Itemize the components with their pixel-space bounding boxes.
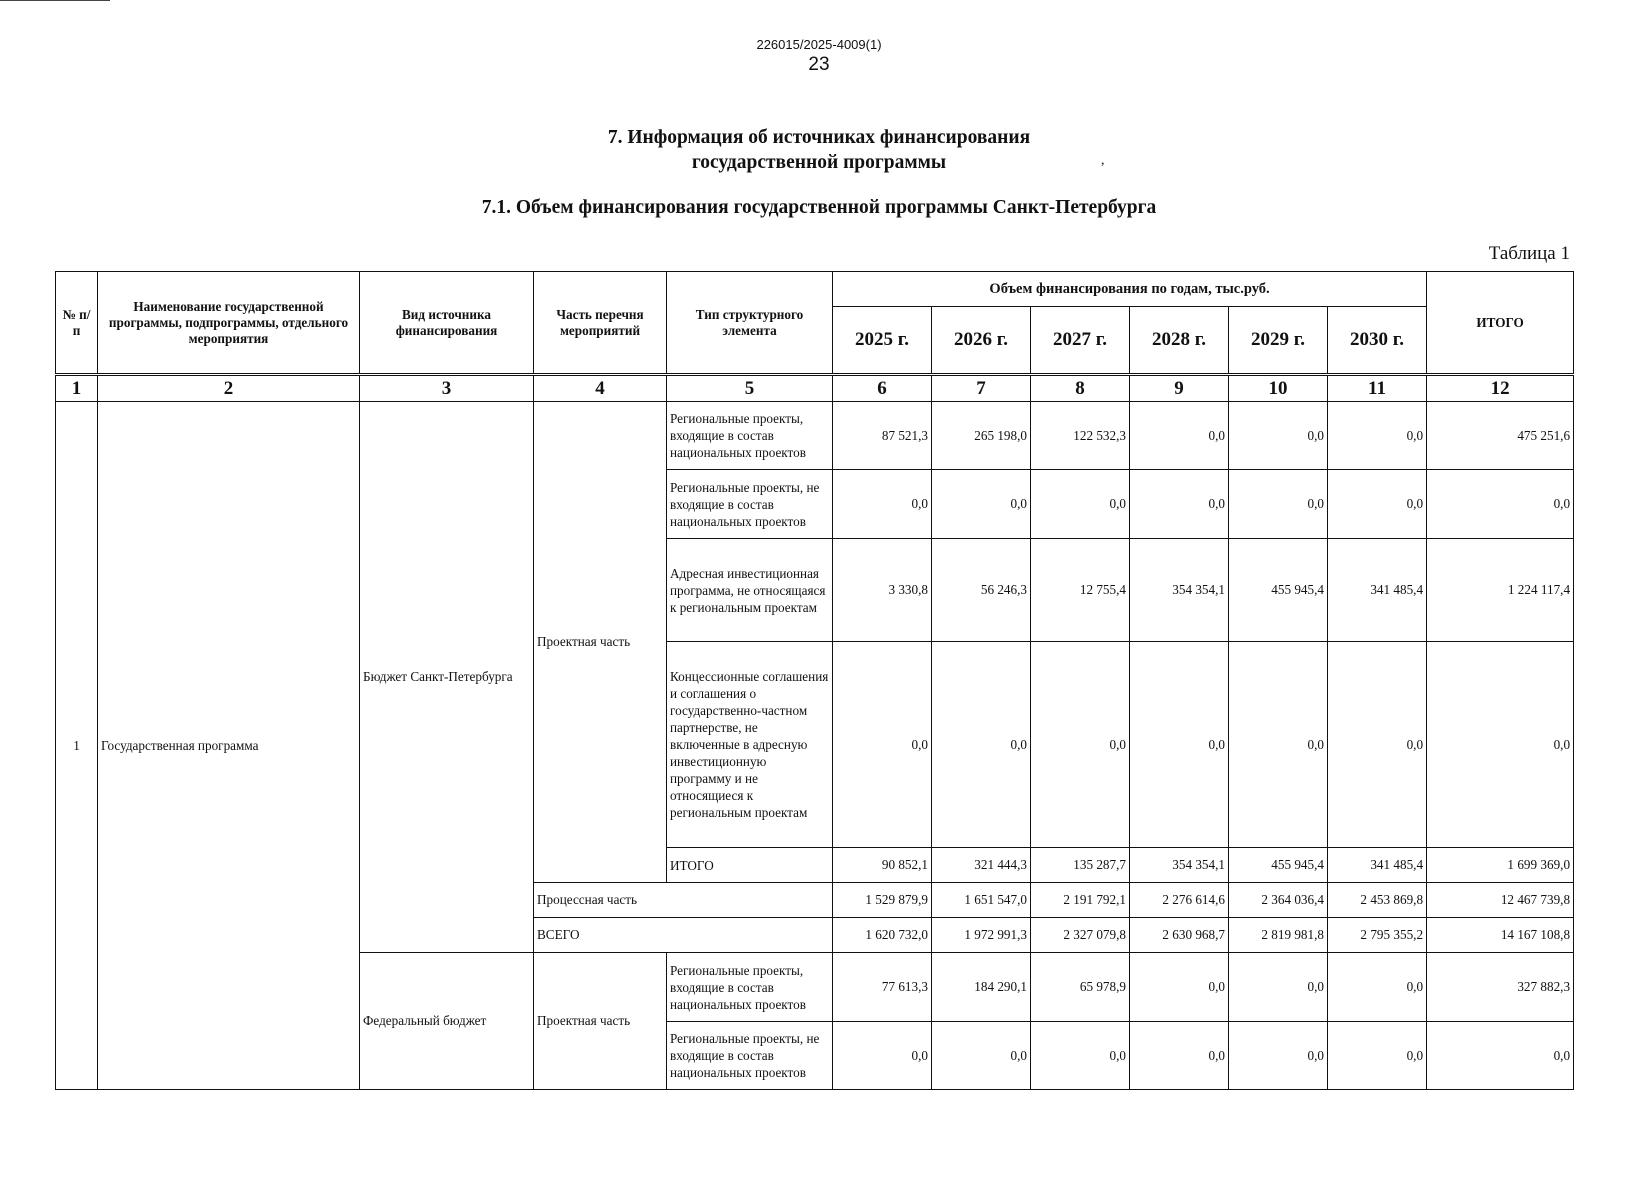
value-cell: 2 276 614,6 [1130, 883, 1229, 918]
value-cell: 0,0 [1328, 953, 1427, 1022]
total-cell: 0,0 [1427, 642, 1574, 848]
value-cell: 0,0 [1229, 1022, 1328, 1090]
value-cell: 135 287,7 [1031, 848, 1130, 883]
value-cell: 90 852,1 [833, 848, 932, 883]
value-cell: 0,0 [1130, 470, 1229, 539]
header-year: 2026 г. [932, 307, 1031, 375]
value-cell: 122 532,3 [1031, 402, 1130, 470]
column-number: 8 [1031, 375, 1130, 402]
value-cell: 265 198,0 [932, 402, 1031, 470]
value-cell: 56 246,3 [932, 539, 1031, 642]
document-reference: 226015/2025-4009(1) [756, 37, 882, 52]
part-project: Проектная часть [534, 402, 667, 883]
value-cell: 2 364 036,4 [1229, 883, 1328, 918]
value-cell: 184 290,1 [932, 953, 1031, 1022]
total-cell: 12 467 739,8 [1427, 883, 1574, 918]
value-cell: 0,0 [1328, 402, 1427, 470]
value-cell: 321 444,3 [932, 848, 1031, 883]
value-cell: 0,0 [1031, 1022, 1130, 1090]
header-year: 2030 г. [1328, 307, 1427, 375]
value-cell: 341 485,4 [1328, 539, 1427, 642]
column-number: 7 [932, 375, 1031, 402]
value-cell: 2 453 869,8 [1328, 883, 1427, 918]
value-cell: 1 972 991,3 [932, 918, 1031, 953]
header-type: Тип структурного элемента [667, 272, 833, 375]
value-cell: 0,0 [1229, 470, 1328, 539]
total-cell: 1 224 117,4 [1427, 539, 1574, 642]
value-cell: 0,0 [1130, 953, 1229, 1022]
total-cell: 0,0 [1427, 470, 1574, 539]
column-number: 4 [534, 375, 667, 402]
value-cell: 0,0 [1229, 953, 1328, 1022]
value-cell: 1 620 732,0 [833, 918, 932, 953]
type-cell: Адресная инвестиционная программа, не относящаяся к региональным проектам [667, 539, 833, 642]
value-cell: 0,0 [1130, 402, 1229, 470]
value-cell: 0,0 [932, 642, 1031, 848]
section-heading [0, 125, 1638, 175]
header-part: Часть перечня мероприятий [534, 272, 667, 375]
column-number: 6 [833, 375, 932, 402]
total-cell: 1 699 369,0 [1427, 848, 1574, 883]
value-cell: 1 651 547,0 [932, 883, 1031, 918]
header-name: Наименование государственной программы, подпрограммы, отдельного мероприятия [98, 272, 360, 375]
value-cell: 2 327 079,8 [1031, 918, 1130, 953]
value-cell: 354 354,1 [1130, 539, 1229, 642]
value-cell: 65 978,9 [1031, 953, 1130, 1022]
value-cell: 0,0 [833, 470, 932, 539]
financing-table [55, 271, 1574, 1090]
corner-line [0, 0, 110, 1]
header-num: № п/п [56, 272, 98, 375]
type-cell: Региональные проекты, входящие в состав национальных проектов [667, 953, 833, 1022]
value-cell: 455 945,4 [1229, 848, 1328, 883]
header-year: 2029 г. [1229, 307, 1328, 375]
grand-total-label: ВСЕГО [534, 918, 833, 953]
table-label: Таблица 1 [1488, 243, 1570, 264]
column-number: 11 [1328, 375, 1427, 402]
column-number: 12 [1427, 375, 1574, 402]
header-year: 2028 г. [1130, 307, 1229, 375]
value-cell: 341 485,4 [1328, 848, 1427, 883]
value-cell: 455 945,4 [1229, 539, 1328, 642]
value-cell: 0,0 [1031, 470, 1130, 539]
type-cell: Региональные проекты, не входящие в состав национальных проектов [667, 1022, 833, 1090]
header-year: 2025 г. [833, 307, 932, 375]
value-cell: 0,0 [932, 470, 1031, 539]
column-number-row [56, 375, 1574, 402]
value-cell: 3 330,8 [833, 539, 932, 642]
part-project: Проектная часть [534, 953, 667, 1090]
stray-mark: , [1101, 153, 1105, 168]
type-cell: Региональные проекты, не входящие в состав национальных проектов [667, 470, 833, 539]
value-cell: 1 529 879,9 [833, 883, 932, 918]
value-cell: 0,0 [1130, 642, 1229, 848]
value-cell: 2 819 981,8 [1229, 918, 1328, 953]
value-cell: 0,0 [833, 642, 932, 848]
total-cell: 327 882,3 [1427, 953, 1574, 1022]
column-number: 10 [1229, 375, 1328, 402]
value-cell: 0,0 [1229, 402, 1328, 470]
type-cell-total: ИТОГО [667, 848, 833, 883]
header-source: Вид источника финансирования [360, 272, 534, 375]
program-name: Государственная программа [98, 402, 360, 1090]
column-number: 2 [98, 375, 360, 402]
value-cell: 0,0 [932, 1022, 1031, 1090]
value-cell: 0,0 [1031, 642, 1130, 848]
value-cell: 0,0 [1130, 1022, 1229, 1090]
total-cell: 0,0 [1427, 1022, 1574, 1090]
value-cell: 2 191 792,1 [1031, 883, 1130, 918]
value-cell: 354 354,1 [1130, 848, 1229, 883]
value-cell: 77 613,3 [833, 953, 932, 1022]
table-row [56, 402, 1574, 470]
value-cell: 0,0 [833, 1022, 932, 1090]
header-year: 2027 г. [1031, 307, 1130, 375]
value-cell: 2 795 355,2 [1328, 918, 1427, 953]
total-cell: 475 251,6 [1427, 402, 1574, 470]
source-spb-budget: Бюджет Санкт-Петербурга [360, 402, 534, 953]
row-number: 1 [56, 402, 98, 1090]
column-number: 9 [1130, 375, 1229, 402]
value-cell: 12 755,4 [1031, 539, 1130, 642]
value-cell: 0,0 [1328, 1022, 1427, 1090]
value-cell: 0,0 [1229, 642, 1328, 848]
value-cell: 87 521,3 [833, 402, 932, 470]
section-heading-line-2: государственной программы [691, 152, 947, 173]
value-cell: 0,0 [1328, 642, 1427, 848]
column-number: 3 [360, 375, 534, 402]
value-cell: 2 630 968,7 [1130, 918, 1229, 953]
column-number: 1 [56, 375, 98, 402]
header-total: ИТОГО [1427, 272, 1574, 375]
source-federal-budget: Федеральный бюджет [360, 953, 534, 1090]
header-volume: Объем финансирования по годам, тыс.руб. [833, 272, 1427, 307]
subsection-heading: 7.1. Объем финансирования государственной программы Санкт-Петербурга [481, 197, 1157, 218]
type-cell: Региональные проекты, входящие в состав национальных проектов [667, 402, 833, 470]
section-heading-line-1: 7. Информация об источниках финансирования [607, 127, 1031, 148]
total-cell: 14 167 108,8 [1427, 918, 1574, 953]
part-process: Процессная часть [534, 883, 833, 918]
type-cell: Концессионные соглашения и соглашения о государственно-частном партнерстве, не включенные в адресную инвестиционную программу и не относящиеся к региональным проектам [667, 642, 833, 848]
value-cell: 0,0 [1328, 470, 1427, 539]
page-number: 23 [808, 54, 830, 75]
column-number: 5 [667, 375, 833, 402]
